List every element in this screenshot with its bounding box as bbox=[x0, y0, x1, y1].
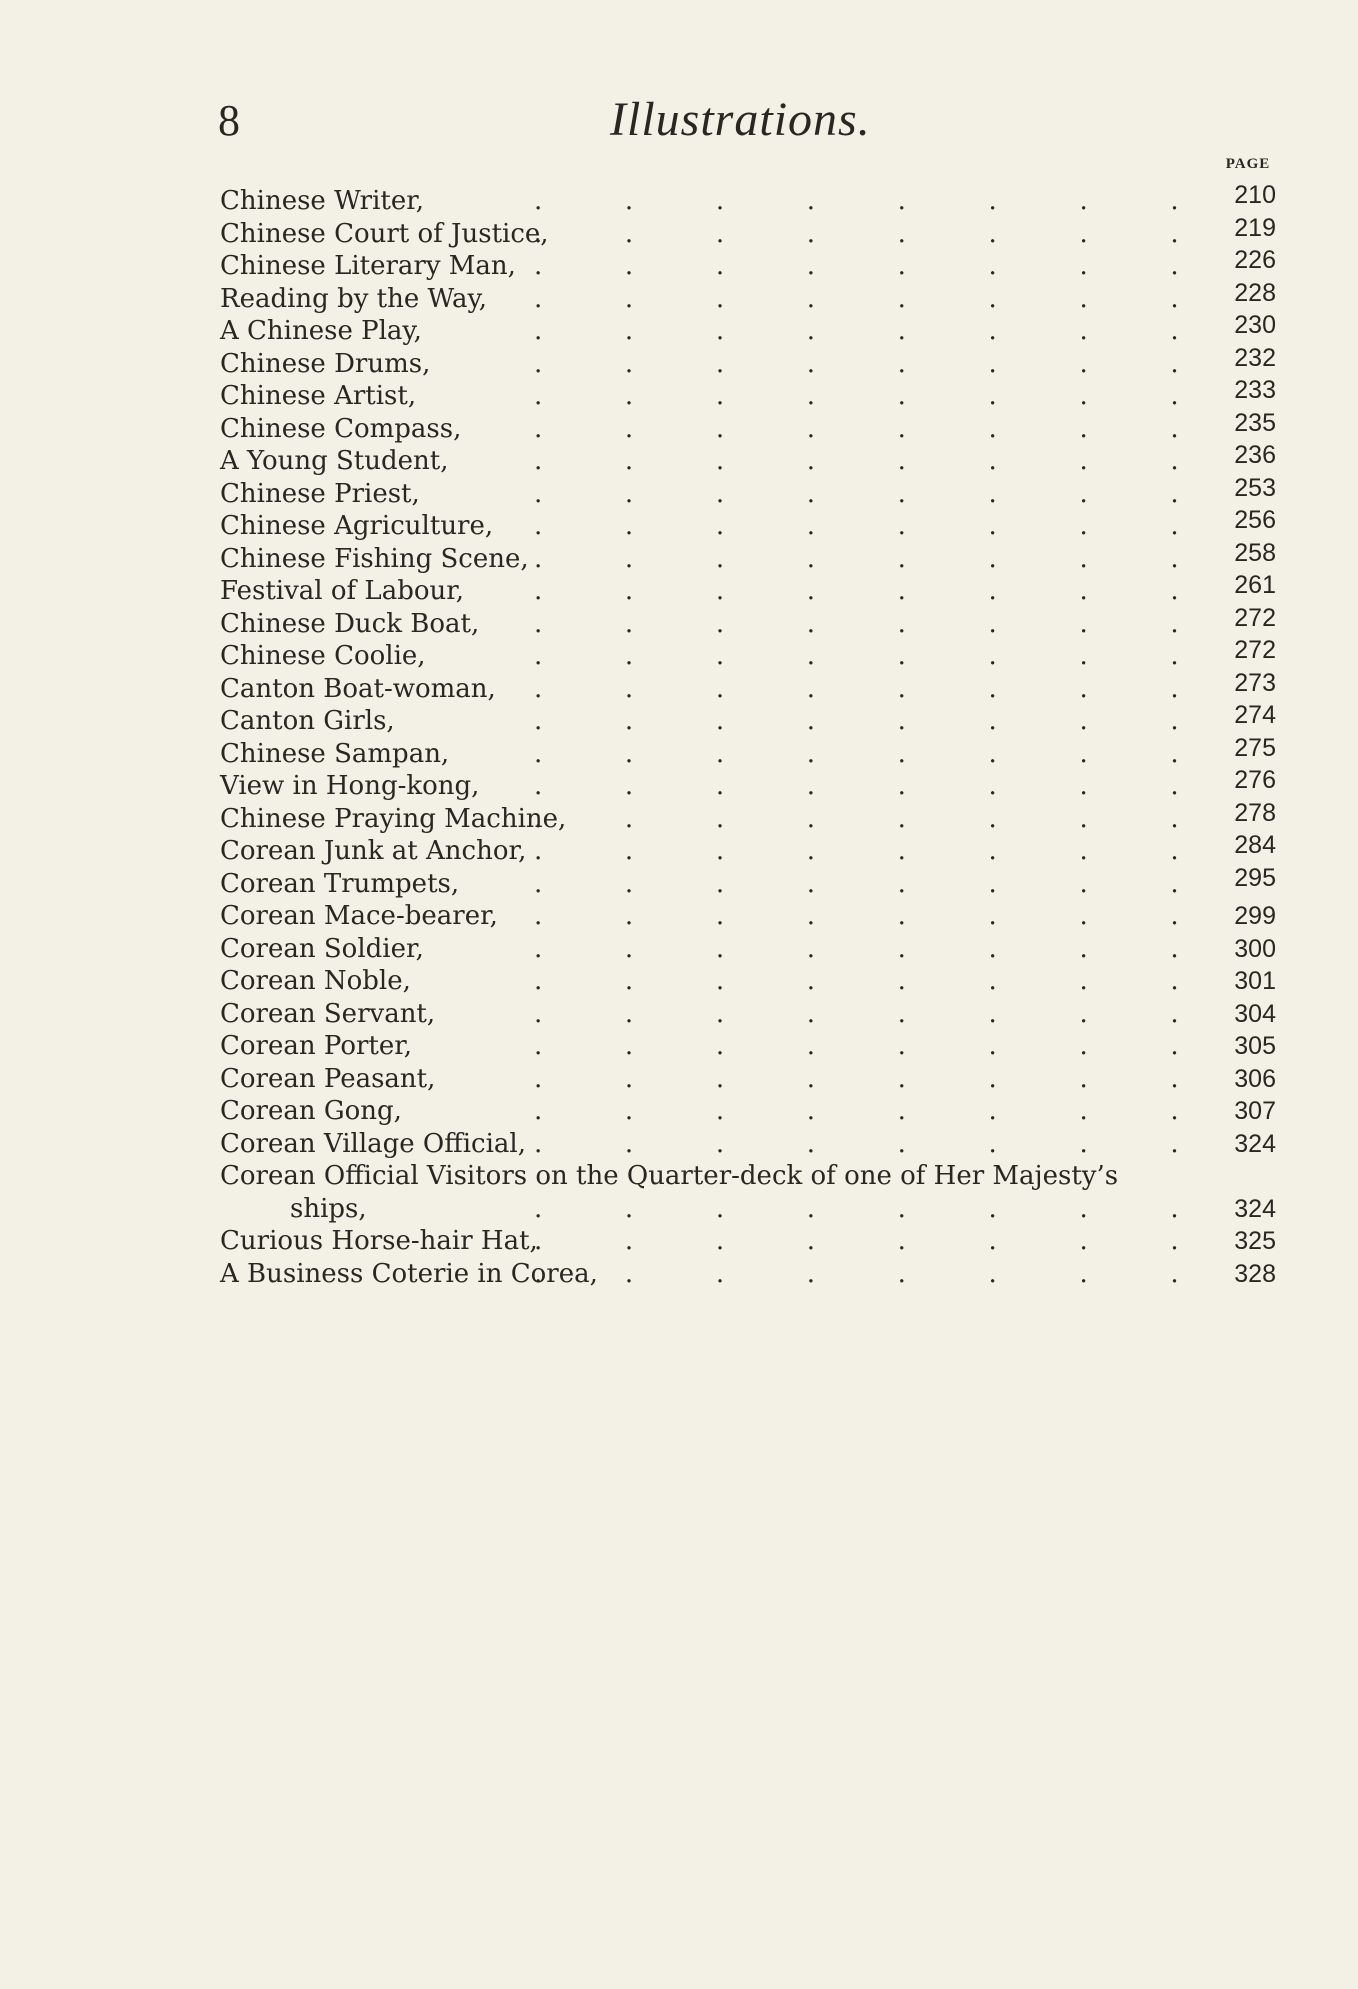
list-item bbox=[220, 733, 1288, 771]
entry-page-number: 284 bbox=[1234, 831, 1276, 859]
entry-page-number: 256 bbox=[1234, 506, 1276, 534]
entry-title: Corean Official Visitors on the Quarter-deck of one of Her Majesty’s bbox=[220, 1161, 1119, 1191]
entry-page-number: 230 bbox=[1234, 311, 1276, 339]
dot-leader: . . . . . . . . bbox=[534, 283, 1179, 314]
entry-title: Reading by the Way, bbox=[220, 283, 487, 314]
list-item bbox=[220, 1193, 1288, 1226]
list-item bbox=[220, 1160, 1288, 1193]
entry-title: Chinese Agriculture, bbox=[220, 511, 494, 541]
dot-leader: . . . . . . . . bbox=[534, 641, 1179, 671]
entry-page-number: 305 bbox=[1234, 1032, 1276, 1060]
dot-leader: . . . . . . . . bbox=[534, 316, 1179, 346]
entry-title: View in Hong-kong, bbox=[220, 771, 480, 801]
dot-leader: . . . . . . . . bbox=[534, 186, 1179, 216]
list-item bbox=[220, 473, 1288, 511]
list-item bbox=[220, 538, 1288, 576]
list-item bbox=[220, 863, 1288, 901]
entry-title: Festival of Labour, bbox=[220, 576, 465, 606]
list-item bbox=[220, 246, 1288, 283]
dot-leader: . . . . . . . . bbox=[534, 836, 1179, 866]
dot-leader: . . . . . . . . bbox=[534, 218, 1179, 249]
entry-title: Curious Horse-hair Hat, bbox=[220, 1226, 538, 1256]
dot-leader: . . . . . . . . bbox=[534, 1258, 1179, 1289]
list-item bbox=[220, 408, 1288, 446]
entry-title: Canton Boat-woman, bbox=[220, 673, 496, 704]
list-item bbox=[220, 798, 1288, 836]
dot-leader: . . . . . . . . bbox=[534, 608, 1179, 639]
list-item bbox=[220, 1128, 1288, 1161]
entry-page-number: 272 bbox=[1234, 603, 1276, 632]
dot-leader: . . . . . . . . bbox=[534, 998, 1179, 1029]
dot-leader: . . . . . . . . bbox=[534, 673, 1179, 704]
list-item bbox=[220, 1258, 1288, 1291]
list-item bbox=[220, 701, 1288, 738]
entry-title: Chinese Coolie, bbox=[220, 641, 426, 671]
dot-leader: . . . . . . . . bbox=[534, 901, 1179, 931]
dot-leader: . . . . . . . . bbox=[534, 478, 1179, 509]
dot-leader: . . . . . . . . bbox=[534, 803, 1179, 834]
entry-page-number: 295 bbox=[1234, 863, 1276, 892]
dot-leader: . . . . . . . . bbox=[534, 1226, 1179, 1256]
entry-title: Corean Gong, bbox=[220, 1096, 402, 1126]
entry-page-number: 301 bbox=[1234, 967, 1276, 995]
list-item bbox=[220, 311, 1288, 348]
entry-page-number: 306 bbox=[1234, 1064, 1276, 1093]
list-item bbox=[220, 1095, 1288, 1128]
entry-title: Corean Trumpets, bbox=[220, 868, 460, 899]
dot-leader: . . . . . . . . bbox=[534, 543, 1179, 574]
list-item bbox=[220, 213, 1288, 251]
entry-page-number: 275 bbox=[1234, 733, 1276, 762]
list-item bbox=[220, 636, 1288, 673]
entry-page-number: 274 bbox=[1234, 701, 1276, 729]
list-item bbox=[220, 506, 1288, 543]
entry-page-number: 328 bbox=[1234, 1259, 1276, 1288]
entry-page-number: 261 bbox=[1234, 571, 1276, 599]
dot-leader: . . . . . . . . bbox=[534, 446, 1179, 476]
dot-leader: . . . . . . . . bbox=[534, 706, 1179, 736]
entry-title: Chinese Compass, bbox=[220, 413, 462, 444]
dot-leader: . . . . . . . . bbox=[534, 413, 1179, 444]
page-number: 8 bbox=[218, 96, 240, 145]
entry-title: Corean Noble, bbox=[220, 966, 411, 996]
dot-leader: . . . . . . . . bbox=[534, 1063, 1179, 1094]
dot-leader: . . . . . . . . bbox=[534, 966, 1179, 996]
entry-title: A Young Student, bbox=[220, 446, 449, 476]
dot-leader: . . . . . . . . bbox=[534, 1128, 1179, 1159]
entry-page-number: 258 bbox=[1234, 538, 1276, 567]
entry-title: Corean Soldier, bbox=[220, 933, 424, 964]
running-title: Illustrations. bbox=[610, 93, 871, 146]
entry-page-number: 273 bbox=[1234, 668, 1276, 697]
dot-leader: . . . . . . . . bbox=[534, 738, 1179, 769]
entry-page-number: 307 bbox=[1234, 1097, 1276, 1125]
dot-leader: . . . . . . . . bbox=[534, 348, 1179, 379]
list-item bbox=[220, 603, 1288, 641]
entry-title: ships, bbox=[290, 1193, 367, 1224]
entry-title: A Chinese Play, bbox=[220, 316, 422, 346]
page-column-heading: PAGE bbox=[1225, 156, 1271, 172]
dot-leader: . . . . . . . . bbox=[534, 1031, 1179, 1061]
list-item bbox=[220, 278, 1288, 316]
list-item bbox=[220, 668, 1288, 706]
dot-leader: . . . . . . . . bbox=[534, 576, 1179, 606]
dot-leader: . . . . . . . . bbox=[534, 381, 1179, 411]
entry-title: Chinese Fishing Scene, bbox=[220, 543, 529, 574]
entry-title: Chinese Duck Boat, bbox=[220, 608, 480, 639]
entry-title: Chinese Court of Justice, bbox=[220, 218, 549, 249]
entry-page-number: 233 bbox=[1234, 376, 1276, 404]
dot-leader: . . . . . . . . bbox=[534, 251, 1179, 281]
entry-page-number: 236 bbox=[1234, 441, 1276, 469]
list-item bbox=[220, 933, 1288, 966]
list-item bbox=[220, 441, 1288, 478]
entry-title: Chinese Writer, bbox=[220, 186, 425, 216]
entry-title: Corean Mace-bearer, bbox=[220, 901, 498, 931]
entry-page-number: 235 bbox=[1234, 408, 1276, 437]
entry-title: Chinese Drums, bbox=[220, 348, 431, 379]
entry-page-number: 325 bbox=[1234, 1227, 1276, 1255]
entry-page-number: 253 bbox=[1234, 473, 1276, 502]
entry-page-number: 324 bbox=[1234, 1129, 1276, 1158]
list-item bbox=[220, 998, 1288, 1031]
list-item bbox=[220, 376, 1288, 413]
list-item bbox=[220, 900, 1288, 933]
entry-page-number: 299 bbox=[1234, 902, 1276, 930]
list-item bbox=[220, 965, 1288, 998]
list-item bbox=[220, 1030, 1288, 1063]
entry-page-number: 272 bbox=[1234, 636, 1276, 664]
entry-title: Corean Village Official, bbox=[220, 1128, 526, 1159]
dot-leader: . . . . . . . . bbox=[534, 511, 1179, 541]
dot-leader: . . . . . . . . bbox=[534, 868, 1179, 899]
entry-page-number: 210 bbox=[1234, 181, 1276, 209]
entry-title: Chinese Praying Machine, bbox=[220, 803, 567, 834]
list-item bbox=[220, 571, 1288, 608]
entry-title: Chinese Artist, bbox=[220, 381, 417, 411]
dot-leader: . . . . . . . . bbox=[534, 1193, 1179, 1224]
dot-leader: . . . . . . . . bbox=[534, 1096, 1179, 1126]
entry-page-number: 276 bbox=[1234, 766, 1276, 794]
entry-page-number: 304 bbox=[1234, 999, 1276, 1028]
entry-title: Corean Porter, bbox=[220, 1031, 413, 1061]
entry-title: Chinese Sampan, bbox=[220, 738, 450, 769]
dot-leader: . . . . . . . . bbox=[534, 771, 1179, 801]
entry-title: Canton Girls, bbox=[220, 706, 395, 736]
entry-page-number: 278 bbox=[1234, 798, 1276, 827]
entry-title: Corean Junk at Anchor, bbox=[220, 836, 527, 866]
list-item bbox=[220, 1063, 1288, 1096]
entry-page-number: 226 bbox=[1234, 246, 1276, 274]
list-item bbox=[220, 831, 1288, 868]
entry-page-number: 324 bbox=[1234, 1194, 1276, 1223]
entry-title: Chinese Priest, bbox=[220, 478, 420, 509]
entry-page-number: 232 bbox=[1234, 343, 1276, 372]
entry-page-number: 219 bbox=[1234, 213, 1276, 242]
list-item bbox=[220, 766, 1288, 803]
entry-title: Corean Peasant, bbox=[220, 1063, 436, 1094]
dot-leader: . . . . . . . . bbox=[534, 933, 1179, 964]
entry-page-number: 300 bbox=[1234, 934, 1276, 963]
entry-title: A Business Coterie in Corea, bbox=[220, 1258, 598, 1289]
list-item bbox=[220, 343, 1288, 381]
entry-title: Chinese Literary Man, bbox=[220, 251, 516, 281]
list-item bbox=[220, 181, 1288, 218]
illustrations-list bbox=[220, 181, 1288, 1290]
entry-page-number: 228 bbox=[1234, 278, 1276, 307]
list-item bbox=[220, 1225, 1288, 1258]
entry-title: Corean Servant, bbox=[220, 998, 436, 1029]
